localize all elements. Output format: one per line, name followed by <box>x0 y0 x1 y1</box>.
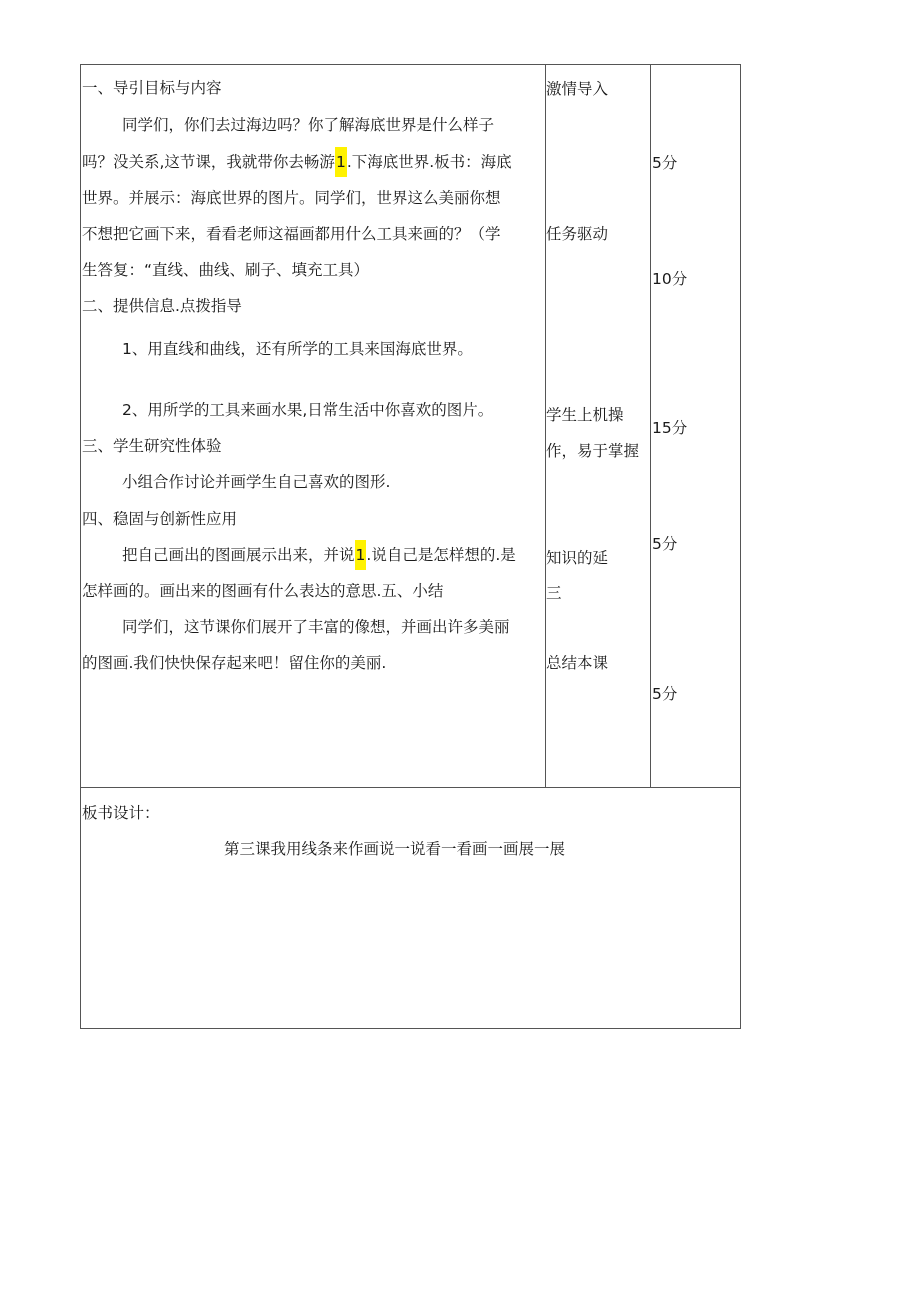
paragraph-line: 小组合作讨论并画学生自己喜欢的图形. <box>122 473 391 491</box>
column-divider-1 <box>545 64 546 787</box>
time-label: 10分 <box>652 270 688 288</box>
highlight-mark: 1 <box>335 147 347 177</box>
list-item: 2、用所学的工具来画水果,日常生活中你喜欢的图片。 <box>122 401 494 419</box>
paragraph-line: 把自己画出的图画展示出来，并说1.说自己是怎样想的.是 <box>122 545 516 565</box>
method-label: 任务驱动 <box>546 225 609 243</box>
board-design-label: 板书设计： <box>82 804 160 822</box>
section-heading-3: 三、学生研究性体验 <box>82 437 222 455</box>
paragraph-line: 不想把它画下来，看看老师这福画都用什么工具来画的？（学 <box>82 225 501 243</box>
time-label: 5分 <box>652 685 678 703</box>
paragraph-line: 生答复：“直线、曲线、刷子、填充工具） <box>82 261 370 279</box>
method-label: 知识的延 <box>546 549 609 567</box>
method-label: 作，易于掌握 <box>546 442 640 460</box>
section-heading-4: 四、稳固与创新性应用 <box>82 510 238 528</box>
paragraph-line: 同学们，这节课你们展开了丰富的像想，并画出许多美丽 <box>122 618 510 636</box>
time-label: 15分 <box>652 419 688 437</box>
list-item: 1、用直线和曲线，还有所学的工具来国海底世界。 <box>122 340 473 358</box>
section-heading-2: 二、提供信息.点拨指导 <box>82 297 242 315</box>
board-design-content: 第三课我用线条来作画说一说看一看画一画展一展 <box>224 840 566 858</box>
paragraph-line: 怎样画的。画出来的图画有什么表达的意思.五、小结 <box>82 582 444 600</box>
paragraph-line: 吗？没关系,这节课，我就带你去畅游1.下海底世界.板书：海底 <box>82 152 512 172</box>
method-label: 学生上机操 <box>546 406 624 424</box>
paragraph-line: 世界。并展示：海底世界的图片。同学们，世界这么美丽你想 <box>82 189 501 207</box>
section-heading-1: 一、导引目标与内容 <box>82 79 222 97</box>
method-label: 三 <box>546 584 562 602</box>
highlight-mark: 1 <box>355 540 367 570</box>
paragraph-line: 的图画.我们快快保存起来吧！留住你的美丽. <box>82 654 387 672</box>
column-divider-2 <box>650 64 651 787</box>
method-label: 激情导入 <box>546 80 609 98</box>
paragraph-line: 同学们，你们去过海边吗？你了解海底世界是什么样子 <box>122 116 495 134</box>
method-label: 总结本课 <box>546 654 609 672</box>
time-label: 5分 <box>652 535 678 553</box>
time-label: 5分 <box>652 154 678 172</box>
row-divider <box>80 787 741 788</box>
